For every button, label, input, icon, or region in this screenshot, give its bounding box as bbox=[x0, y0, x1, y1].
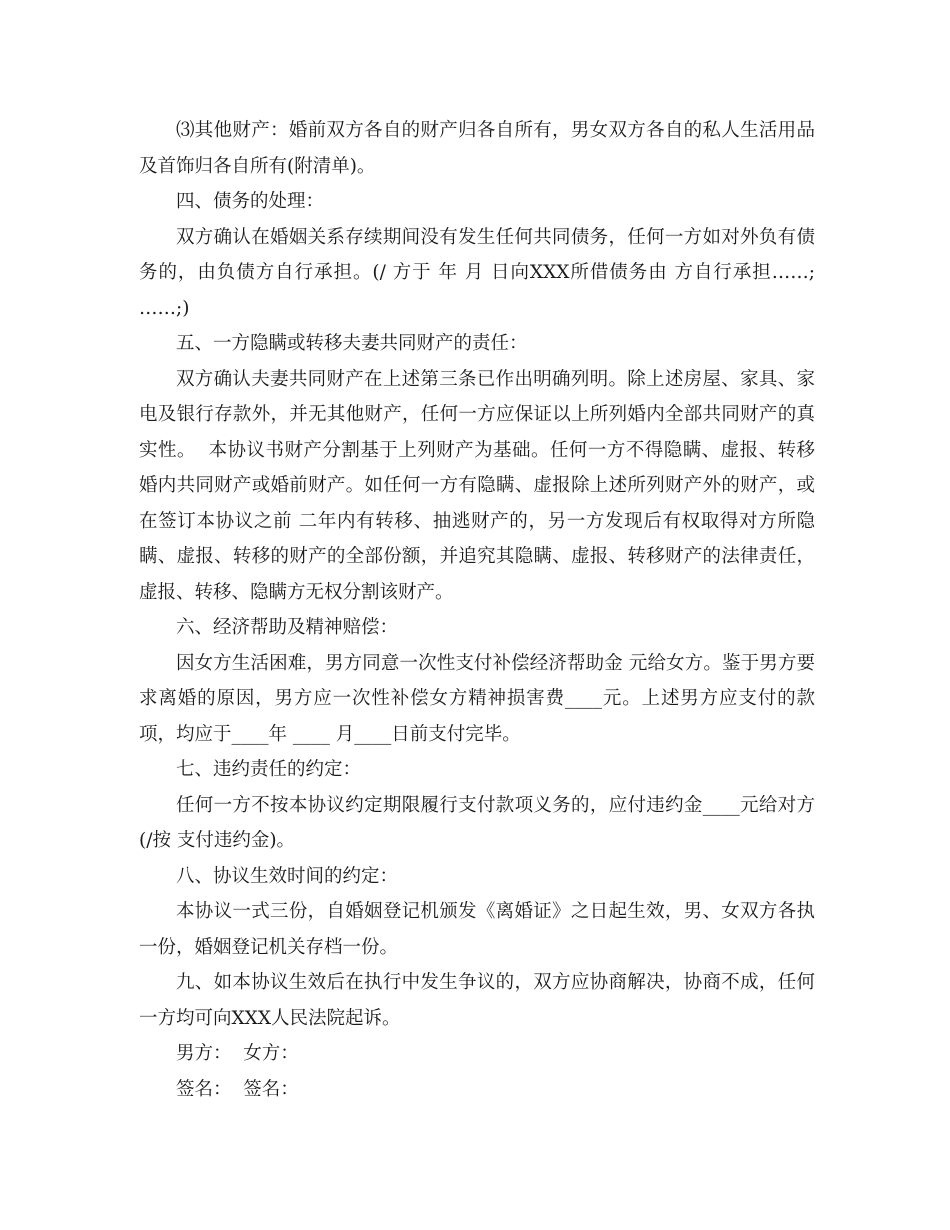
paragraph-breach-liability: 任何一方不按本协议约定期限履行支付款项义务的，应付违约金____元给对方(/按 支付违约金)。 bbox=[139, 794, 815, 851]
heading-debt-handling: 四、债务的处理： bbox=[176, 191, 325, 212]
signature-labels: 签名： 签名： bbox=[176, 1078, 299, 1100]
paragraph-concealment-liability: 双方确认夫妻共同财产在上述第三条已作出明确列明。除上述房屋、家具、家电及银行存款外，并无其他财产，任何一方应保证以上所列婚内全部共同财产的真实性。 本协议书财产分割基于上列财产为基础。任何一方不得隐瞒、虚报、转移婚内共同财产或婚前财产。如任何一方有隐瞒、虚报除上述所列财产外的财产，或在签订本协议之前 二年内有转移、抽逃财产的，另一方发现后有权取得对方所隐瞒、虚报、转移的财产的全部份额，并追究其隐瞒、虚报、转移财产的法律责任，虚报、转移、隐瞒方无权分割该财产。 bbox=[139, 368, 815, 603]
heading-concealment-liability: 五、一方隐瞒或转移夫妻共同财产的责任： bbox=[176, 333, 528, 354]
heading-breach-liability: 七、违约责任的约定： bbox=[176, 759, 362, 780]
paragraph-debt-handling: 双方确认在婚姻关系存续期间没有发生任何共同债务，任何一方如对外负有债务的，由负债方自行承担。(/ 方于 年 月 日向XXX所借债务由 方自行承担……; ……;) bbox=[139, 226, 821, 319]
paragraph-effective-time: 本协议一式三份，自婚姻登记机颁发《离婚证》之日起生效，男、女双方各执一份，婚姻登记机关存档一份。 bbox=[139, 901, 815, 958]
paragraph-other-property: ⑶其他财产：婚前双方各自的财产归各自所有，男女双方各自的私人生活用品及首饰归各自所有(附清单)。 bbox=[139, 120, 815, 177]
heading-economic-help: 六、经济帮助及精神赔偿： bbox=[176, 617, 399, 638]
paragraph-economic-help: 因女方生活困难，男方同意一次性支付补偿经济帮助金 元给女方。鉴于男方要求离婚的原因，男方应一次性补偿女方精神损害费____元。上述男方应支付的款项，均应于____年 ____ 月____日前支付完毕。 bbox=[139, 652, 815, 745]
document-body bbox=[139, 113, 821, 1107]
heading-effective-time: 八、协议生效时间的约定： bbox=[176, 865, 399, 887]
party-labels: 男方： 女方： bbox=[176, 1043, 299, 1064]
paragraph-dispute-resolution: 九、如本协议生效后在执行中发生争议的，双方应协商解决，协商不成，任何一方均可向XXX人民法院起诉。 bbox=[139, 972, 815, 1029]
